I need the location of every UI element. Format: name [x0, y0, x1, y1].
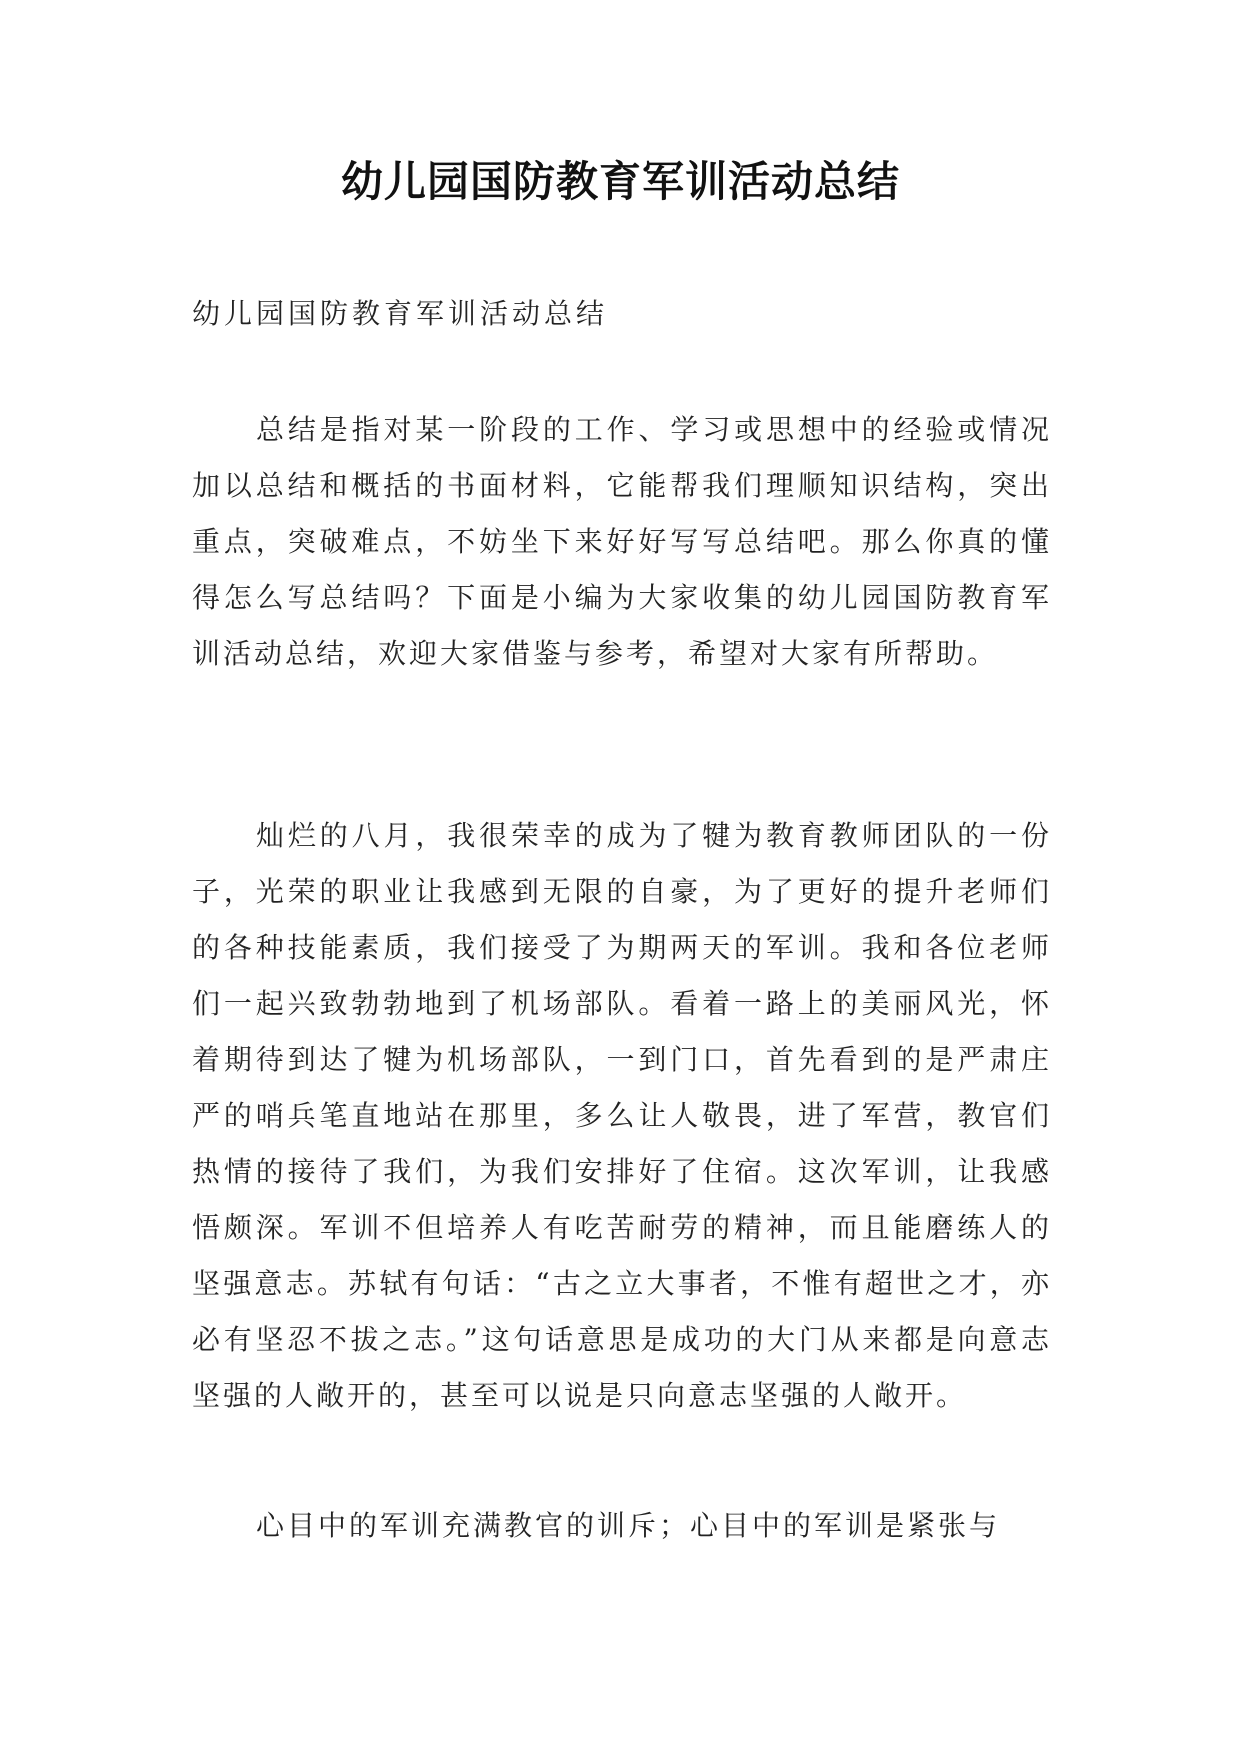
document-title: 幼儿园国防教育军训活动总结 [340, 157, 900, 206]
body-paragraph-training: 灿烂的八月，我很荣幸的成为了犍为教育教师团队的一份子，光荣的职业让我感到无限的自豪，为了更好的提升老师们的各种技能素质，我们接受了为期两天的军训。我和各位老师们一起兴致勃勃地到了机场部队。看着一路上的美丽风光，怀着期待到达了犍为机场部队，一到门口，首先看到的是严肃庄严的哨兵笔直地站在那里，多么让人敬畏，进了军营，教官们热情的接待了我们，为我们安排好了住宿。这次军训，让我感悟颇深。军训不但培养人有吃苦耐劳的精神，而且能磨练人的坚强意志。苏轼有句话：“古之立大事者，不惟有超世之才，亦必有坚忍不拔之志。”这句话意思是成功的大门从来都是向意志坚强的人敞开的，甚至可以说是只向意志坚强的人敞开。 [192, 819, 1052, 1412]
body-paragraph-intro: 总结是指对某一阶段的工作、学习或思想中的经验或情况加以总结和概括的书面材料，它能帮我们理顺知识结构，突出重点，突破难点，不妨坐下来好好写写总结吧。那么你真的懂得怎么写总结吗？下面是小编为大家收集的幼儿园国防教育军训活动总结，欢迎大家借鉴与参考，希望对大家有所帮助。 [192, 413, 1052, 670]
body-paragraph-continued: 心目中的军训充满教官的训斥；心目中的军训是紧张与 [256, 1509, 1001, 1542]
document-subtitle: 幼儿园国防教育军训活动总结 [192, 297, 609, 330]
